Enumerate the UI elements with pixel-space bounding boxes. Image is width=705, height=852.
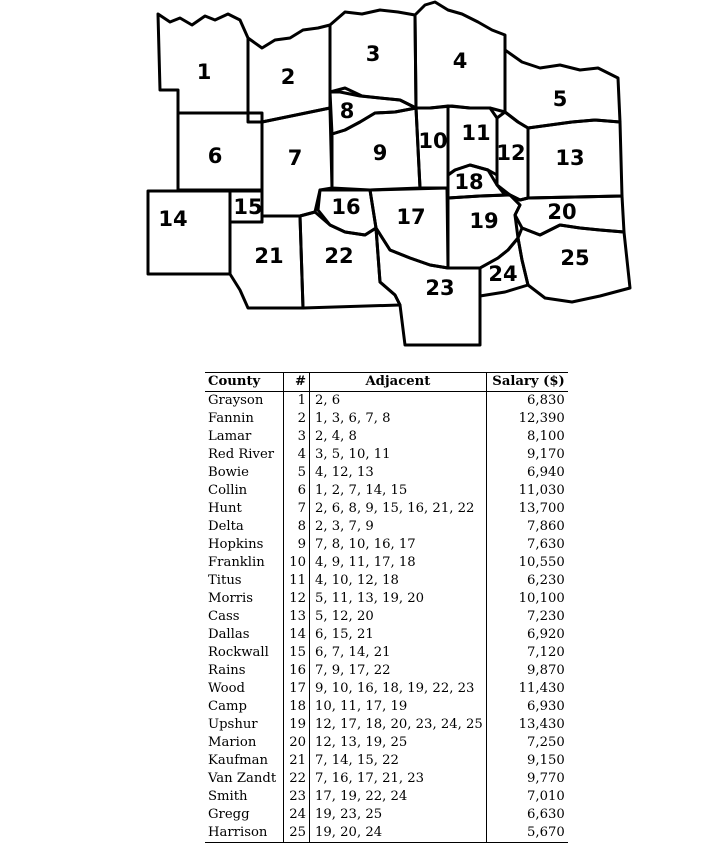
cell-county: Harrison [205, 824, 284, 843]
cell-salary: 11,030 [486, 482, 568, 500]
cell-salary: 13,700 [486, 500, 568, 518]
cell-adjacent: 5, 11, 13, 19, 20 [315, 591, 425, 606]
cell-num: 11 [284, 572, 310, 590]
cell-num: 15 [284, 644, 310, 662]
county-labels [158, 42, 589, 300]
cell-salary: 5,670 [486, 824, 568, 843]
table-row [205, 734, 568, 752]
county-label-2: 2 [280, 65, 296, 89]
cell-adjacent: 4, 12, 13 [315, 465, 374, 480]
county-label-19: 19 [469, 209, 499, 233]
county-label-25: 25 [560, 246, 590, 270]
cell-salary: 9,870 [486, 662, 568, 680]
county-label-14: 14 [158, 207, 188, 231]
cell-county: Wood [208, 681, 245, 696]
cell-adjacent: 2, 4, 8 [315, 429, 357, 444]
county-label-16: 16 [331, 195, 361, 219]
cell-salary: 6,930 [486, 698, 568, 716]
cell-num: 23 [284, 788, 310, 806]
county-label-23: 23 [425, 276, 455, 300]
cell-salary: 7,250 [486, 734, 568, 752]
county-label-3: 3 [365, 42, 381, 66]
cell-salary: 7,120 [486, 644, 568, 662]
table-row [205, 824, 568, 843]
table-row [205, 446, 568, 464]
county-label-18: 18 [454, 170, 484, 194]
table-row [205, 500, 568, 518]
cell-county: Upshur [208, 717, 258, 732]
cell-county: Fannin [208, 411, 254, 426]
county-label-12: 12 [496, 141, 526, 165]
cell-num: 10 [284, 554, 310, 572]
cell-adjacent: 2, 6, 8, 9, 15, 16, 21, 22 [315, 501, 475, 516]
table-body [205, 392, 568, 843]
cell-county: Delta [208, 519, 244, 534]
table-row [205, 410, 568, 428]
table-row [205, 626, 568, 644]
cell-salary: 6,940 [486, 464, 568, 482]
cell-salary: 10,100 [486, 590, 568, 608]
cell-county: Rains [208, 663, 246, 678]
table-row [205, 464, 568, 482]
county-label-22: 22 [324, 244, 354, 268]
cell-num: 4 [284, 446, 310, 464]
county-label-8: 8 [339, 99, 355, 123]
cell-num: 17 [284, 680, 310, 698]
table-row [205, 536, 568, 554]
cell-salary: 7,630 [486, 536, 568, 554]
cell-salary: 11,430 [486, 680, 568, 698]
county-label-10: 10 [418, 129, 448, 153]
county-label-21: 21 [254, 244, 284, 268]
table-row [205, 680, 568, 698]
county-region-14 [148, 191, 230, 274]
cell-county: Kaufman [208, 753, 268, 768]
table-row [205, 752, 568, 770]
cell-adjacent: 19, 20, 24 [310, 824, 487, 843]
cell-num: 21 [284, 752, 310, 770]
header-adjacent: Adjacent [310, 373, 487, 392]
table-header-row [205, 373, 568, 392]
cell-adjacent: 4, 9, 11, 17, 18 [315, 555, 416, 570]
table-row [205, 482, 568, 500]
cell-salary: 9,150 [486, 752, 568, 770]
county-label-4: 4 [452, 49, 468, 73]
cell-county: Franklin [208, 555, 265, 570]
table-row [205, 788, 568, 806]
county-label-24: 24 [488, 262, 518, 286]
table-row [205, 806, 568, 824]
cell-num: 3 [284, 428, 310, 446]
cell-num: 1 [284, 392, 310, 411]
header-county: County [205, 373, 284, 392]
cell-num: 24 [284, 806, 310, 824]
cell-county: Red River [208, 447, 275, 462]
cell-num: 12 [284, 590, 310, 608]
table-row [205, 428, 568, 446]
county-label-13: 13 [555, 146, 585, 170]
cell-adjacent: 7, 9, 17, 22 [315, 663, 391, 678]
cell-num: 18 [284, 698, 310, 716]
cell-num: 19 [284, 716, 310, 734]
cell-adjacent: 1, 2, 7, 14, 15 [315, 483, 408, 498]
cell-adjacent: 12, 17, 18, 20, 23, 24, 25 [315, 717, 483, 732]
county-table [205, 372, 568, 843]
cell-county: Van Zandt [208, 771, 277, 786]
cell-adjacent: 2, 3, 7, 9 [315, 519, 374, 534]
cell-adjacent: 7, 16, 17, 21, 23 [315, 771, 425, 786]
county-label-5: 5 [552, 87, 568, 111]
table-row [205, 662, 568, 680]
county-map [0, 0, 705, 360]
cell-county: Marion [208, 735, 257, 750]
cell-county: Titus [208, 573, 242, 588]
cell-salary: 9,770 [486, 770, 568, 788]
cell-num: 9 [284, 536, 310, 554]
cell-salary: 7,010 [486, 788, 568, 806]
table-row [205, 590, 568, 608]
cell-adjacent: 17, 19, 22, 24 [315, 789, 408, 804]
cell-county: Grayson [208, 393, 264, 408]
cell-adjacent: 5, 12, 20 [315, 609, 374, 624]
cell-salary: 6,630 [486, 806, 568, 824]
cell-county: Gregg [208, 807, 250, 822]
cell-county: Lamar [208, 429, 252, 444]
cell-county: Morris [208, 591, 254, 606]
county-label-1: 1 [196, 60, 212, 84]
cell-num: 6 [284, 482, 310, 500]
county-label-17: 17 [396, 205, 426, 229]
cell-county: Rockwall [208, 645, 269, 660]
cell-adjacent: 6, 15, 21 [315, 627, 374, 642]
cell-num: 20 [284, 734, 310, 752]
table-row [205, 716, 568, 734]
cell-county: Camp [208, 699, 247, 714]
cell-county: Collin [208, 483, 248, 498]
table-row [205, 644, 568, 662]
cell-salary: 6,230 [486, 572, 568, 590]
table-row [205, 518, 568, 536]
cell-county: Smith [208, 789, 248, 804]
table-row [205, 554, 568, 572]
table-row [205, 572, 568, 590]
cell-num: 7 [284, 500, 310, 518]
cell-county: Hunt [208, 501, 242, 516]
table-row [205, 608, 568, 626]
county-label-15: 15 [233, 195, 263, 219]
cell-salary: 10,550 [486, 554, 568, 572]
cell-county: Bowie [208, 465, 249, 480]
cell-adjacent: 3, 5, 10, 11 [315, 447, 391, 462]
cell-num: 5 [284, 464, 310, 482]
county-boundaries [148, 2, 630, 345]
cell-num: 14 [284, 626, 310, 644]
county-label-11: 11 [461, 121, 491, 145]
cell-num: 2 [284, 410, 310, 428]
cell-adjacent: 4, 10, 12, 18 [315, 573, 399, 588]
cell-num: 22 [284, 770, 310, 788]
cell-num: 13 [284, 608, 310, 626]
county-label-6: 6 [207, 144, 223, 168]
cell-salary: 7,860 [486, 518, 568, 536]
cell-adjacent: 7, 8, 10, 16, 17 [315, 537, 416, 552]
cell-num: 16 [284, 662, 310, 680]
header-number: # [284, 373, 310, 392]
cell-salary: 9,170 [486, 446, 568, 464]
cell-salary: 13,430 [486, 716, 568, 734]
county-label-9: 9 [372, 141, 388, 165]
cell-adjacent: 9, 10, 16, 18, 19, 22, 23 [315, 681, 475, 696]
cell-adjacent: 10, 11, 17, 19 [315, 699, 408, 714]
cell-num: 8 [284, 518, 310, 536]
county-table-container [205, 372, 568, 843]
cell-adjacent: 2, 6 [315, 393, 341, 408]
cell-adjacent: 6, 7, 14, 21 [315, 645, 391, 660]
cell-salary: 6,920 [486, 626, 568, 644]
cell-num: 25 [284, 824, 310, 843]
county-label-20: 20 [547, 200, 577, 224]
cell-county: Cass [208, 609, 240, 624]
cell-salary: 8,100 [486, 428, 568, 446]
table-row [205, 392, 568, 411]
cell-adjacent: 1, 3, 6, 7, 8 [315, 411, 391, 426]
cell-adjacent: 7, 14, 15, 22 [315, 753, 399, 768]
county-label-7: 7 [287, 146, 303, 170]
cell-adjacent: 12, 13, 19, 25 [315, 735, 408, 750]
cell-county: Hopkins [208, 537, 264, 552]
header-salary: Salary ($) [486, 373, 568, 392]
table-row [205, 770, 568, 788]
cell-salary: 6,830 [486, 392, 568, 411]
cell-county: Dallas [208, 627, 250, 642]
table-row [205, 698, 568, 716]
cell-salary: 7,230 [486, 608, 568, 626]
cell-salary: 12,390 [486, 410, 568, 428]
cell-adjacent: 19, 23, 25 [315, 807, 383, 822]
